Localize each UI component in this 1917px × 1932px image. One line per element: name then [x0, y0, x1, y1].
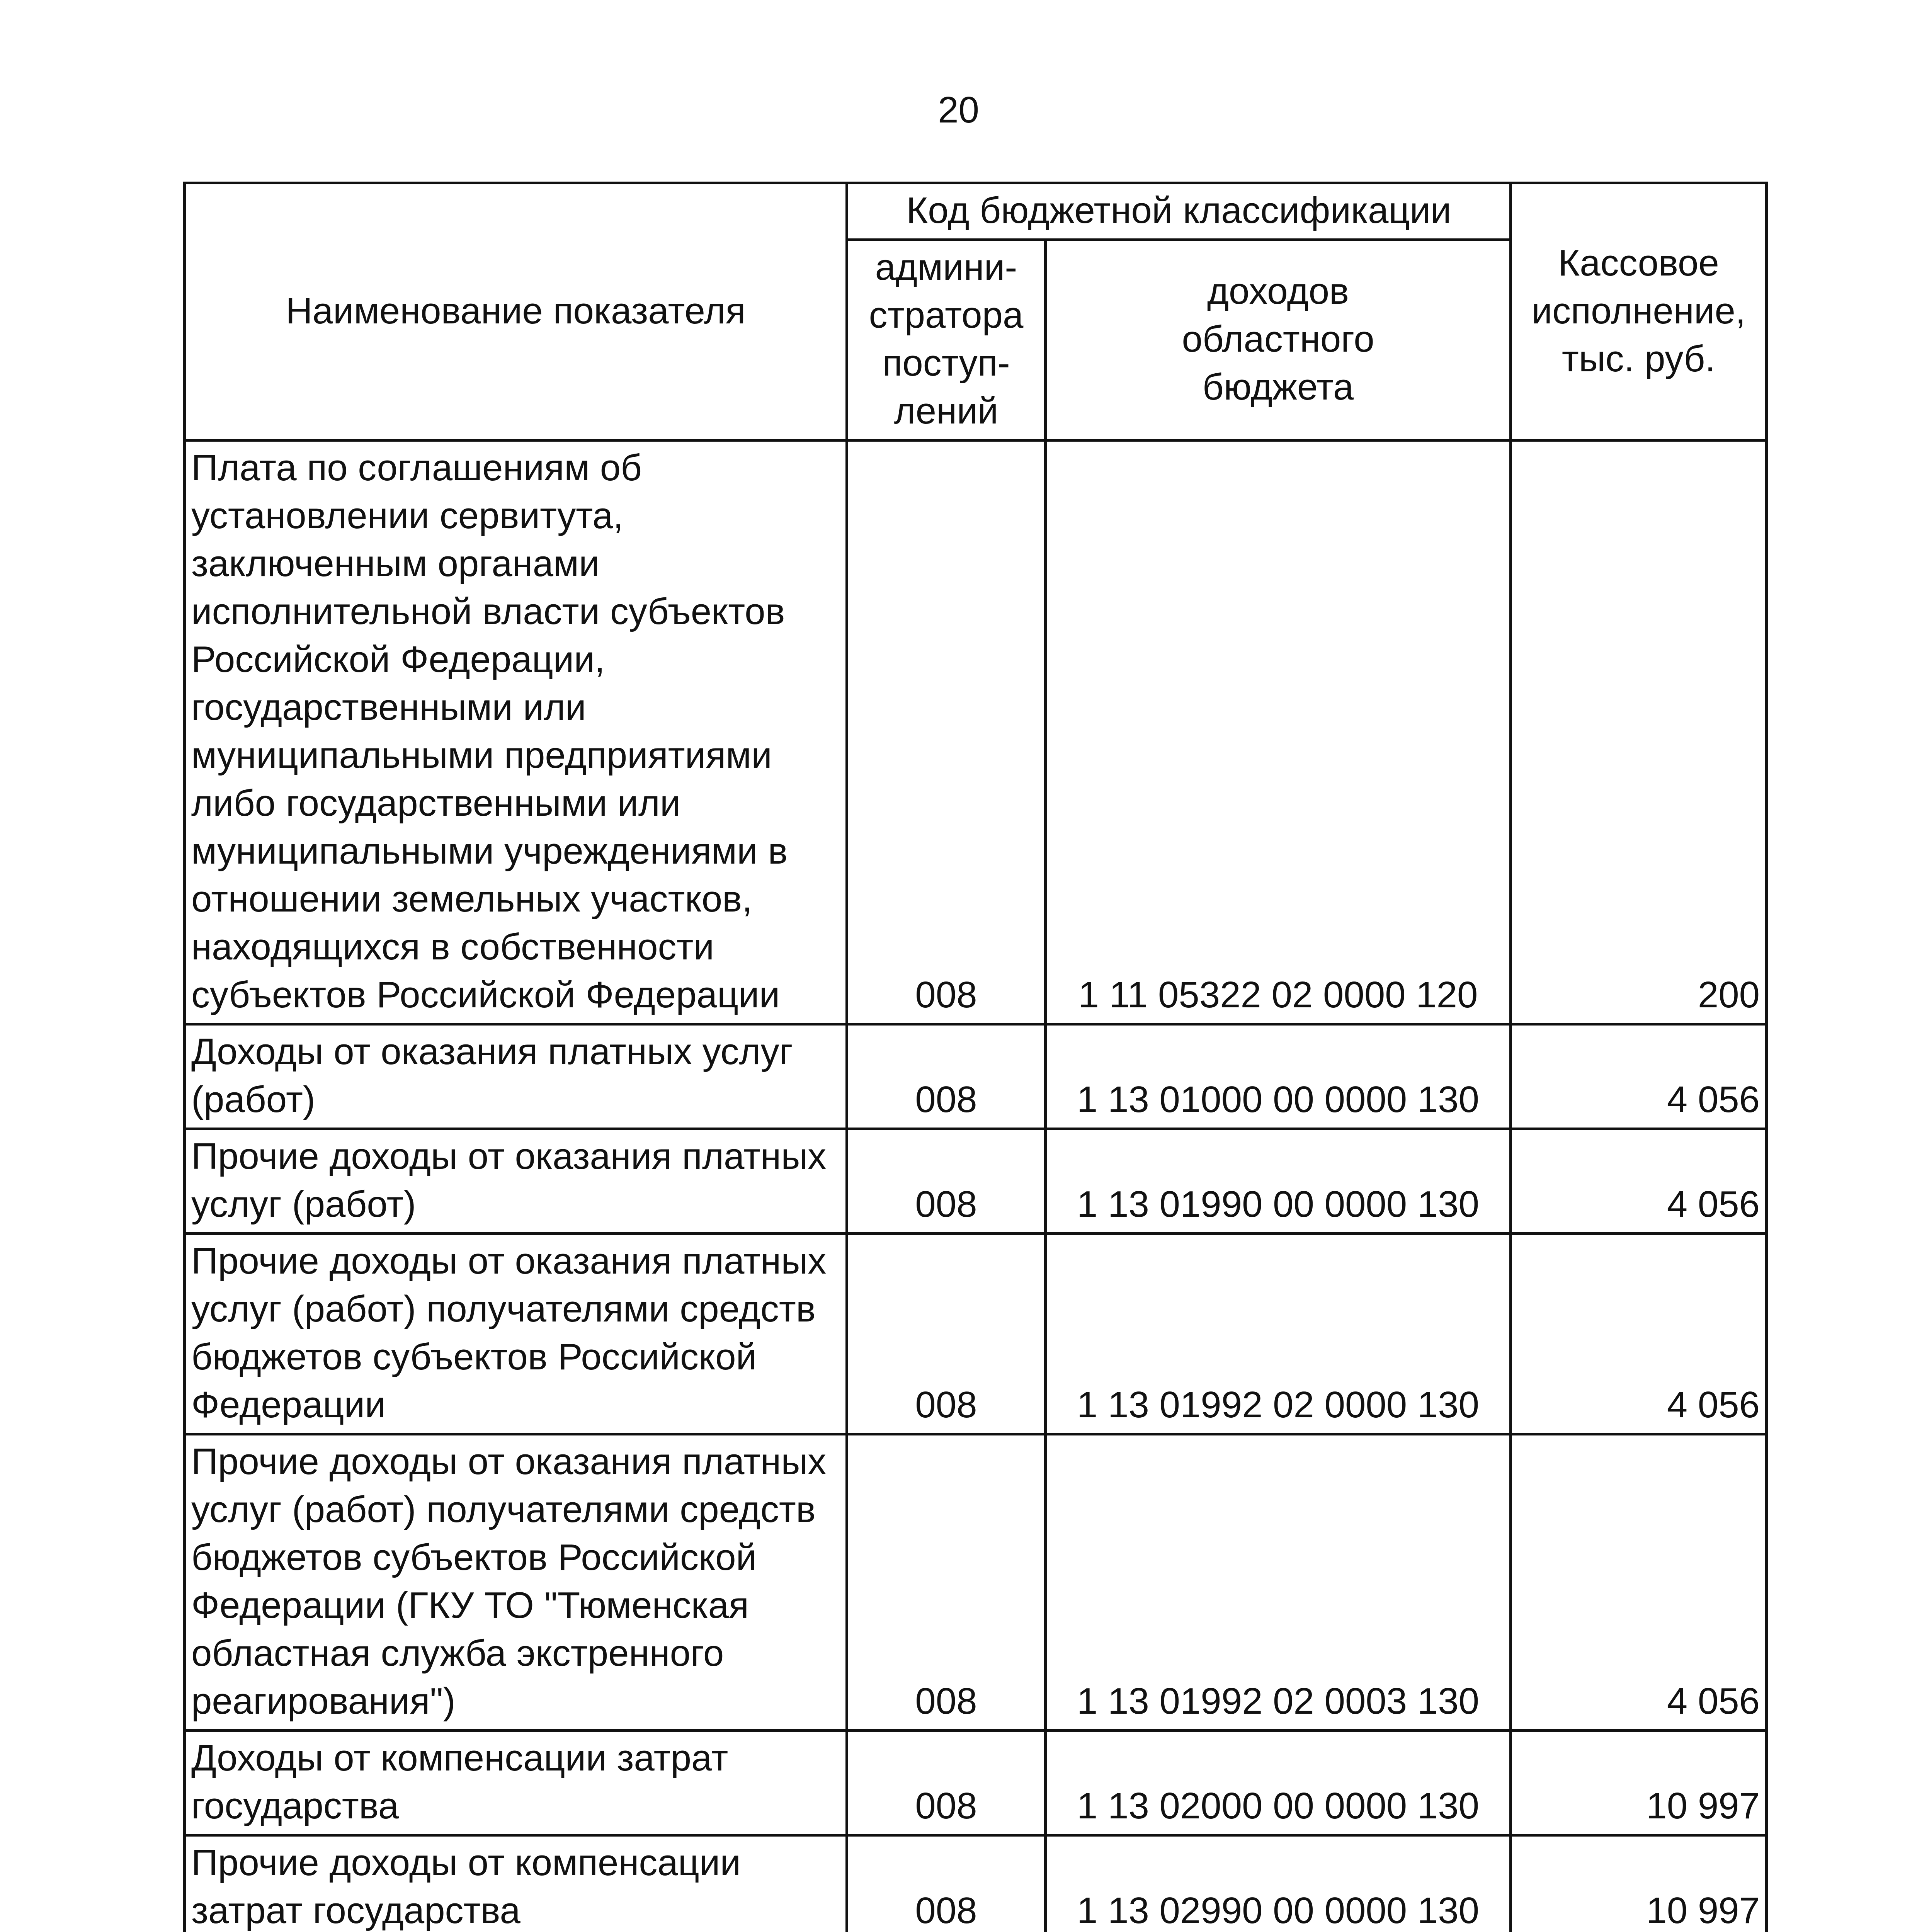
table-row [185, 440, 1767, 1024]
row-indicator-name: Доходы от оказания платных услуг (работ) [185, 1024, 847, 1129]
header-revenue-administrator: админи- стратора поступ- лений [847, 240, 1046, 440]
table-row [185, 1835, 1767, 1932]
table-row [185, 1731, 1767, 1835]
row-cash-execution-amount: 4 056 [1511, 1434, 1767, 1731]
table-row [185, 1434, 1767, 1731]
header-budget-classification-code: Код бюджетной классификации [847, 183, 1511, 240]
row-revenue-code: 1 13 01992 02 0003 130 [1046, 1434, 1511, 1731]
row-revenue-code: 1 11 05322 02 0000 120 [1046, 440, 1511, 1024]
row-indicator-name: Плата по соглашениям об установлении сервитута, заключенным органами исполнительной власти субъектов Российской Федерации, государственными или муниципальными предприятиями либо государственными или муниципальными учреждениями в отношении земельных участков, находящихся в собственности субъектов Российской Федерации [185, 440, 847, 1024]
header-indicator-name: Наименование показателя [185, 183, 847, 440]
row-administrator-code: 008 [847, 1835, 1046, 1932]
table-header-row [185, 183, 1767, 240]
row-administrator-code: 008 [847, 440, 1046, 1024]
row-revenue-code: 1 13 02000 00 0000 130 [1046, 1731, 1511, 1835]
row-administrator-code: 008 [847, 1129, 1046, 1234]
row-revenue-code: 1 13 01992 02 0000 130 [1046, 1234, 1511, 1434]
row-revenue-code: 1 13 01000 00 0000 130 [1046, 1024, 1511, 1129]
row-indicator-name: Прочие доходы от оказания платных услуг (работ) получателями средств бюджетов субъектов Российской Федерации (ГКУ ТО "Тюменская областная служба экстренного реагирования") [185, 1434, 847, 1731]
row-indicator-name: Прочие доходы от компенсации затрат государства [185, 1835, 847, 1932]
row-revenue-code: 1 13 02990 00 0000 130 [1046, 1835, 1511, 1932]
row-indicator-name: Доходы от компенсации затрат государства [185, 1731, 847, 1835]
row-cash-execution-amount: 4 056 [1511, 1129, 1767, 1234]
header-cash-execution: Кассовое исполнение, тыс. руб. [1511, 183, 1767, 440]
row-administrator-code: 008 [847, 1024, 1046, 1129]
table-row [185, 1024, 1767, 1129]
table-body [185, 440, 1767, 1932]
row-cash-execution-amount: 4 056 [1511, 1024, 1767, 1129]
row-administrator-code: 008 [847, 1434, 1046, 1731]
table-row [185, 1129, 1767, 1234]
row-cash-execution-amount: 10 997 [1511, 1731, 1767, 1835]
row-indicator-name: Прочие доходы от оказания платных услуг (работ) [185, 1129, 847, 1234]
row-cash-execution-amount: 200 [1511, 440, 1767, 1024]
row-cash-execution-amount: 4 056 [1511, 1234, 1767, 1434]
header-regional-budget-revenue: доходов областного бюджета [1046, 240, 1511, 440]
row-cash-execution-amount: 10 997 [1511, 1835, 1767, 1932]
row-revenue-code: 1 13 01990 00 0000 130 [1046, 1129, 1511, 1234]
budget-revenue-table [183, 182, 1768, 1932]
page-number: 20 [938, 89, 979, 131]
table-row [185, 1234, 1767, 1434]
row-indicator-name: Прочие доходы от оказания платных услуг (работ) получателями средств бюджетов субъектов Российской Федерации [185, 1234, 847, 1434]
row-administrator-code: 008 [847, 1234, 1046, 1434]
row-administrator-code: 008 [847, 1731, 1046, 1835]
